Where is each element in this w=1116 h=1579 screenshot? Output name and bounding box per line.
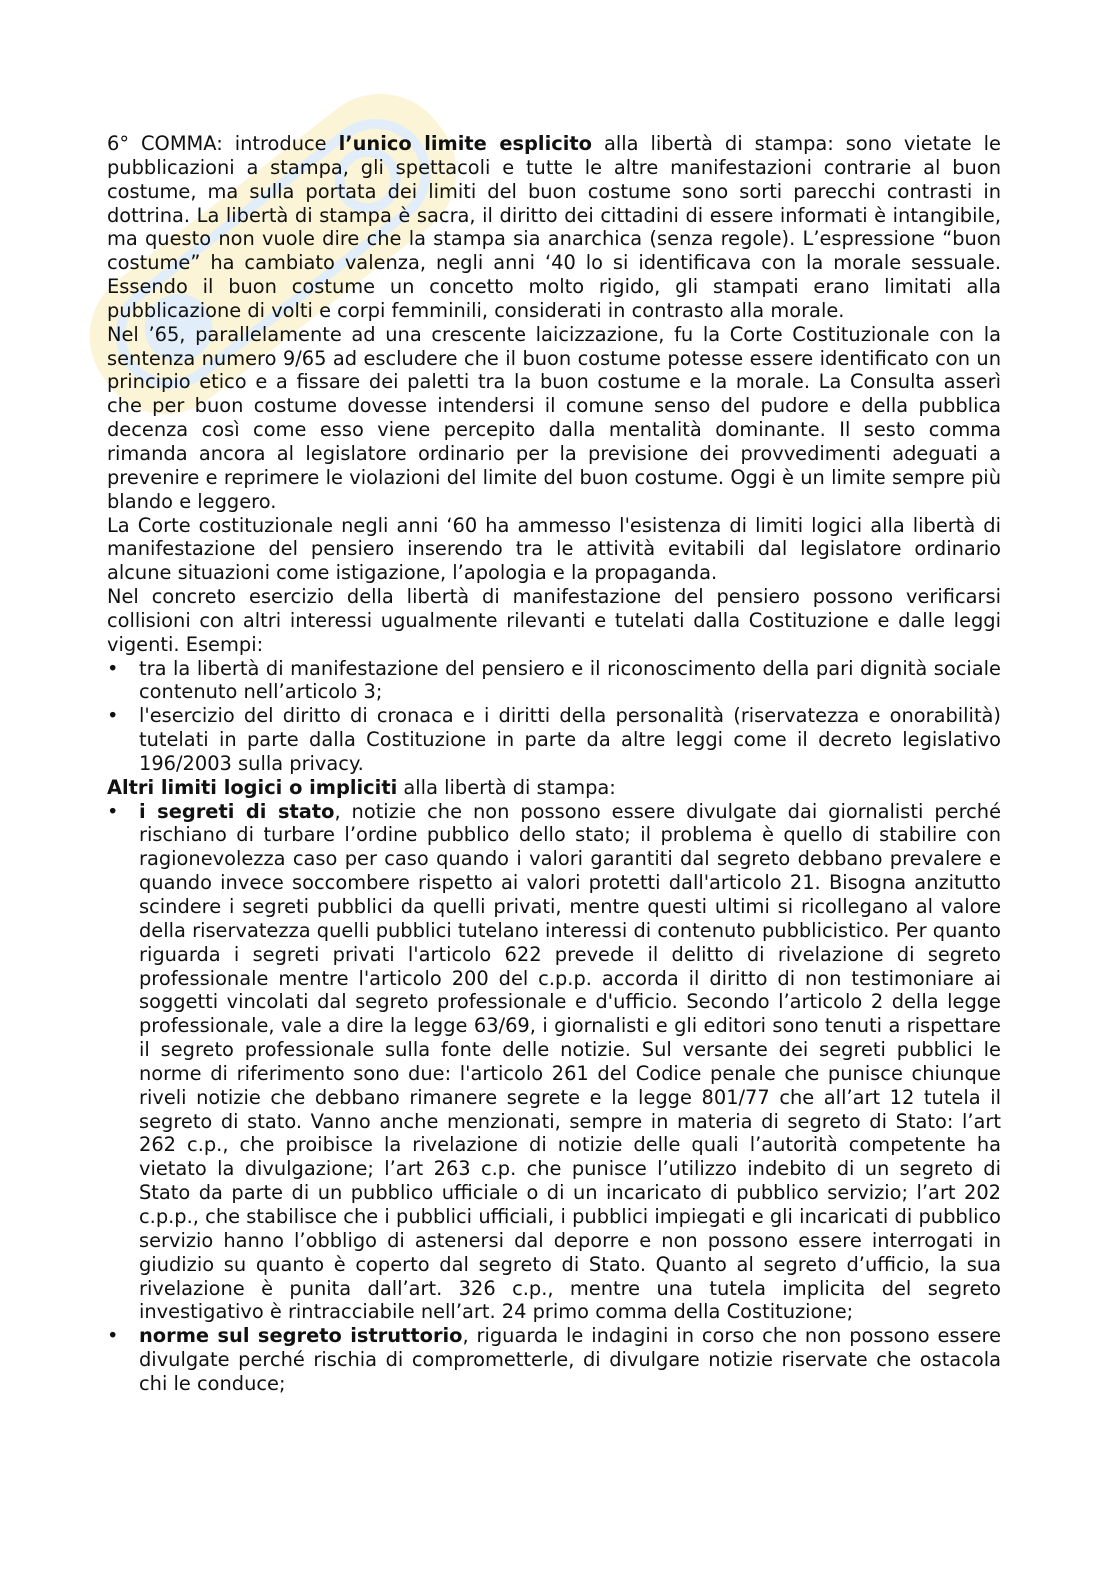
paragraph-corte-65: Nel ’65, parallelamente ad una crescente laicizzazione, fu la Corte Costituzionale con la sentenza numero 9/65 ad escludere che il buon costume potesse essere identificato con un principio etico e a fissare dei paletti tra la buon costume e la morale. La Consulta asserì che per buon costume dovesse intendersi il comune senso del pudore e della pubblica decenza così come esso viene percepito dalla mentalità dominante. Il sesto comma rimanda ancora al legislatore ordinario per la previsione dei provvedimenti adeguati a prevenire e reprimere le violazioni del limite del buon costume. Oggi è un limite sempre più blando e leggero. xyxy=(107,322,1001,513)
paragraph-rest: alla libertà di stampa: sono vietate le pubblicazioni a stampa, gli spettacoli e tutte le altre manifestazioni contrarie al buon costume, ma sulla portata dei limiti del buon costume sono sorti parecchi contrasti in dottrina. La libertà di stampa è sacra, il diritto dei cittadini di essere informati è intangibile, ma questo non vuole dire che la stampa sia anarchica (senza regole). L’espressione “buon costume” ha cambiato valenza, negli anni ‘40 lo si identificava con la morale sessuale. Essendo il buon costume un concetto molto rigido, gli stampati erano limitati alla pubblicazione di volti e corpi femminili, considerati in contrasto alla morale. xyxy=(107,132,1001,322)
paragraph-lead: 6° COMMA: introduce xyxy=(107,132,339,155)
list-item xyxy=(107,657,1001,705)
bullet-icon: • xyxy=(107,799,119,823)
list-item xyxy=(107,704,1001,776)
list-item-text: l'esercizio del diritto di cronaca e i diritti della personalità (riservatezza e onorabilità) tutelati in parte dalla Costituzione in parte da altre leggi come il decreto legislativo 196/2003 sulla privacy. xyxy=(139,704,1001,775)
list-item-bold: norme sul segreto istruttorio xyxy=(139,1324,463,1348)
heading-bold: Altri limiti logici o impliciti xyxy=(107,775,398,799)
section-heading xyxy=(107,776,1001,800)
bullet-icon: • xyxy=(107,704,119,728)
heading-rest: alla libertà di stampa: xyxy=(397,775,616,799)
paragraph-collisioni: Nel concreto esercizio della libertà di manifestazione del pensiero possono verificarsi collisioni con altri interessi ugualmente rilevanti e tutelati dalla Costituzione e dalle leggi vigenti. Esempi: xyxy=(107,585,1001,656)
list-item-text: , notizie che non possono essere divulgate dai giornalisti perché rischiano di turbare l’ordine pubblico dello stato; il problema è quello di stabilire con ragionevolezza caso per caso quando i valori garantiti dal segreto debbano prevalere e quando invece soccombere rispetto ai valori protetti dall'articolo 21. Bisogna anzitutto scindere i segreti pubblici da quelli privati, mentre questi ultimi si ricollegano al valore della riservatezza quelli pubblici tutelano interessi di contenuto pubblicistico. Per quanto riguarda i segreti privati l'articolo 622 prevede il delitto di rivelazione di segreto professionale mentre l'articolo 200 del c.p.p. accorda il diritto di non testimoniare ai soggetti vincolati dal segreto professionale e d'ufficio. Secondo l’articolo 2 della legge professionale, vale a dire la legge 63/69, i giornalisti e gli editori sono tenuti a rispettare il segreto professionale sulla fonte delle notizie. Sul versante dei segreti pubblici le norme di riferimento sono due: l'articolo 261 del Codice penale che punisce chiunque riveli notizie che debbano rimanere segrete e la legge 801/77 che all’art 12 tutela il segreto di stato. Vanno anche menzionati, sempre in materia di segreto di Stato: l’art 262 c.p., che proibisce la rivelazione di notizie delle quali l’autorità competente ha vietato la divulgazione; l’art 263 c.p. che punisce l’utilizzo indebito di un segreto di Stato da parte di un pubblico ufficiale o di un incaricato di pubblico servizio; l’art 202 c.p.p., che stabilisce che i pubblici ufficiali, i pubblici impiegati e gli incaricati di pubblico servizio hanno l’obbligo di astenersi dal deporre e non possono essere interrogati in giudizio su quanto è coperto dal segreto di Stato. Quanto al segreto d’ufficio, la sua rivelazione è punita dall’art. 326 c.p., mentre una tutela implicita del segreto investigativo è rintracciabile nell’art. 24 primo comma della Costituzione; xyxy=(139,799,1002,1324)
list-item-text: , riguarda le indagini in corso che non possono essere divulgate perché rischia di comprometterle, di divulgare notizie riservate che ostacola chi le conduce; xyxy=(139,1324,1001,1395)
list-item xyxy=(107,800,1001,1325)
list-item-text: tra la libertà di manifestazione del pensiero e il riconoscimento della pari dignità sociale contenuto nell’articolo 3; xyxy=(139,656,1001,704)
bullet-icon: • xyxy=(107,656,119,680)
list-item xyxy=(107,1324,1001,1396)
list-item-bold: i segreti di stato xyxy=(139,799,335,823)
bullet-icon: • xyxy=(107,1324,119,1348)
paragraph-sixth-comma xyxy=(107,132,1001,323)
examples-list xyxy=(107,657,1001,776)
limits-list xyxy=(107,800,1001,1396)
bold-phrase: l’unico limite esplicito xyxy=(338,132,592,155)
paragraph-corte-60: La Corte costituzionale negli anni ‘60 ha ammesso l'esistenza di limiti logici alla libertà di manifestazione del pensiero inserendo tra le attività evitabili dal legislatore ordinario alcune situazioni come istigazione, l’apologia e la propaganda. xyxy=(107,513,1001,585)
document-body xyxy=(107,132,1001,1396)
